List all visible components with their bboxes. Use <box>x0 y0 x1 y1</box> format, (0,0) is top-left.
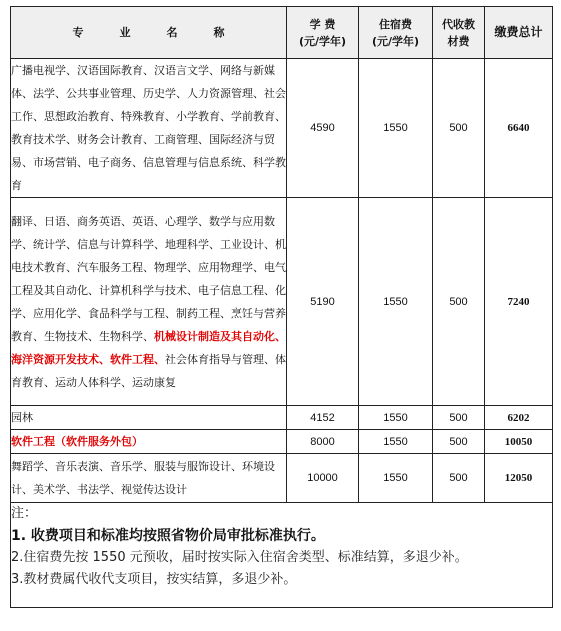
books-cell: 500 <box>433 430 485 454</box>
notes-row <box>11 503 553 608</box>
majors-text: 社会体育指导与管理、体育教育、运动人体科学、运动康复 <box>11 352 286 389</box>
majors-highlight-text: 机械设计制造及其自动化、海洋资源开发技术、软件工程、 <box>11 329 286 366</box>
lodging-header-line1: 住宿费 <box>379 17 412 31</box>
tuition-header-line2: (元/学年) <box>298 34 347 48</box>
lodging-cell: 1550 <box>359 406 433 430</box>
note-item-2: 2.住宿费先按 1550 元预收，届时按实际入住宿舍类型、标准结算，多退少补。 <box>11 550 468 565</box>
majors-text: 翻译、日语、商务英语、英语、心理学、数学与应用数学、统计学、信息与计算科学、地理科学、工业设计、机电技术教育、汽车服务工程、物理学、应用物理学、电气工程及其自动化、计算机科学与技术、电子信息工程、化学、应用化学、食品科学与工程、制药工程、烹饪与营养教育、生物技术、生物科学、 <box>11 214 286 343</box>
total-cell: 6640 <box>485 59 553 198</box>
table-row <box>11 406 553 430</box>
books-cell: 500 <box>433 406 485 430</box>
total-cell: 10050 <box>485 430 553 454</box>
header-char: 业 <box>119 26 131 39</box>
table-row <box>11 59 553 198</box>
header-char: 称 <box>213 26 225 39</box>
tuition-header-line1: 学 费 <box>309 17 336 31</box>
notes-label: 注： <box>11 506 38 521</box>
tuition-cell: 4590 <box>287 59 359 198</box>
tuition-cell: 8000 <box>287 430 359 454</box>
tuition-cell: 5190 <box>287 198 359 406</box>
books-cell: 500 <box>433 198 485 406</box>
table-row <box>11 430 553 454</box>
lodging-header <box>359 7 433 59</box>
majors-cell: 软件工程（软件服务外包） <box>11 430 287 454</box>
total-header: 缴费总计 <box>485 7 553 59</box>
lodging-cell: 1550 <box>359 198 433 406</box>
total-cell: 12050 <box>485 454 553 503</box>
tuition-cell: 4152 <box>287 406 359 430</box>
majors-cell <box>11 198 287 406</box>
majors-cell: 广播电视学、汉语国际教育、汉语言文学、网络与新媒体、法学、公共事业管理、历史学、人力资源管理、社会工作、思想政治教育、特殊教育、小学教育、学前教育、教育技术学、财务会计教育、工商管理、国际经济与贸易、市场营销、电子商务、信息管理与信息系统、科学教育 <box>11 59 287 198</box>
header-char: 名 <box>166 26 178 39</box>
header-row <box>11 7 553 59</box>
majors-cell: 园林 <box>11 406 287 430</box>
header-char: 专 <box>72 26 84 39</box>
tuition-header <box>287 7 359 59</box>
notes-cell <box>11 503 553 608</box>
note-item-3: 3.教材费属代收代支项目，按实结算，多退少补。 <box>11 572 297 587</box>
major-name-header <box>11 7 287 59</box>
note-item-1: 1. 收费项目和标准均按照省物价局审批标准执行。 <box>11 528 325 544</box>
table-row <box>11 454 553 503</box>
books-cell: 500 <box>433 454 485 503</box>
lodging-cell: 1550 <box>359 59 433 198</box>
lodging-header-line2: (元/学年) <box>371 34 420 48</box>
books-header-line1: 代收教 <box>442 17 475 31</box>
fee-table <box>10 6 553 608</box>
books-header <box>433 7 485 59</box>
total-cell: 7240 <box>485 198 553 406</box>
books-cell: 500 <box>433 59 485 198</box>
lodging-cell: 1550 <box>359 454 433 503</box>
tuition-cell: 10000 <box>287 454 359 503</box>
table-row <box>11 198 553 406</box>
majors-cell: 舞蹈学、音乐表演、音乐学、服装与服饰设计、环境设计、美术学、书法学、视觉传达设计 <box>11 454 287 503</box>
books-header-line2: 材费 <box>447 34 470 48</box>
total-cell: 6202 <box>485 406 553 430</box>
lodging-cell: 1550 <box>359 430 433 454</box>
